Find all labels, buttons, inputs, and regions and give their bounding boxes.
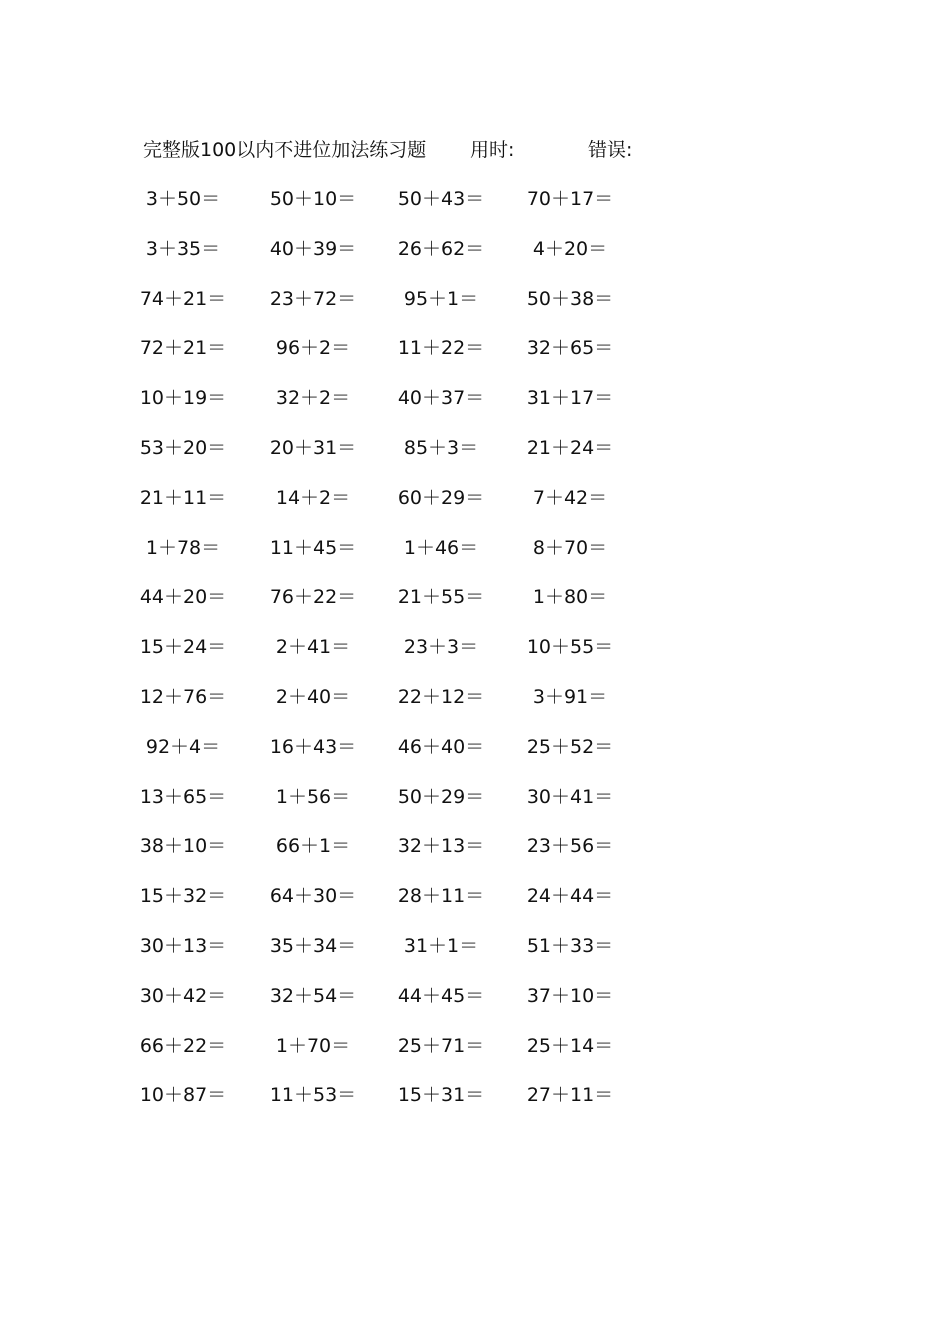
addition-problem: 1＋56＝ <box>275 785 351 808</box>
addition-problem: 22＋12＝ <box>397 685 485 708</box>
addition-problem: 53＋20＝ <box>139 436 227 459</box>
addition-problem: 14＋2＝ <box>275 486 351 509</box>
addition-problem: 2＋40＝ <box>275 685 351 708</box>
addition-problem: 37＋10＝ <box>526 984 614 1007</box>
addition-problem: 16＋43＝ <box>269 735 357 758</box>
addition-problem: 44＋45＝ <box>397 984 485 1007</box>
addition-problem: 3＋35＝ <box>145 237 221 260</box>
addition-problem: 44＋20＝ <box>139 586 227 609</box>
addition-problem: 12＋76＝ <box>139 685 227 708</box>
problem-row <box>143 235 663 285</box>
addition-problem: 11＋22＝ <box>397 337 485 360</box>
addition-problem: 70＋17＝ <box>526 188 614 210</box>
problem-row <box>139 1081 663 1131</box>
addition-problem: 25＋52＝ <box>526 735 614 758</box>
addition-problem: 15＋32＝ <box>139 885 227 908</box>
problem-row <box>143 534 663 584</box>
problem-row <box>139 832 663 882</box>
addition-problem: 11＋53＝ <box>269 1084 357 1107</box>
addition-problem: 1＋70＝ <box>275 1034 351 1057</box>
problem-row <box>139 932 663 982</box>
addition-problem: 23＋56＝ <box>526 835 614 858</box>
problem-row <box>139 982 663 1032</box>
addition-problem: 28＋11＝ <box>397 885 485 908</box>
addition-problem: 21＋55＝ <box>397 586 485 609</box>
addition-problem: 46＋40＝ <box>397 735 485 758</box>
addition-problem: 21＋24＝ <box>526 436 614 459</box>
addition-problem: 3＋91＝ <box>532 685 608 708</box>
addition-problem: 66＋1＝ <box>275 835 351 858</box>
problem-row <box>139 633 663 683</box>
addition-problem: 2＋41＝ <box>275 636 351 659</box>
addition-problem: 10＋87＝ <box>139 1084 227 1107</box>
problem-row <box>139 683 663 733</box>
problem-row <box>139 484 663 534</box>
addition-problem: 50＋38＝ <box>526 287 614 310</box>
problem-row <box>139 434 663 484</box>
addition-problem: 32＋2＝ <box>275 387 351 410</box>
addition-problem: 30＋13＝ <box>139 934 227 957</box>
addition-problem: 20＋31＝ <box>269 436 357 459</box>
worksheet-title: 完整版100以内不进位加法练习题 <box>143 139 427 161</box>
addition-problem: 31＋1＝ <box>403 934 479 957</box>
addition-problem: 95＋1＝ <box>403 287 479 310</box>
problem-row <box>139 285 663 335</box>
addition-problem: 11＋45＝ <box>269 536 357 559</box>
addition-problem: 74＋21＝ <box>139 287 227 310</box>
addition-problem: 30＋41＝ <box>526 785 614 808</box>
addition-problem: 15＋31＝ <box>397 1084 485 1107</box>
addition-problem: 40＋39＝ <box>269 237 357 260</box>
addition-problem: 76＋22＝ <box>269 586 357 609</box>
addition-problem: 23＋3＝ <box>403 636 479 659</box>
addition-problem: 50＋29＝ <box>397 785 485 808</box>
addition-problem: 15＋24＝ <box>139 636 227 659</box>
addition-problem: 1＋78＝ <box>145 536 221 559</box>
problem-row <box>139 334 663 384</box>
problem-row <box>139 783 663 833</box>
addition-problem: 23＋72＝ <box>269 287 357 310</box>
addition-problem: 40＋37＝ <box>397 387 485 410</box>
addition-problem: 25＋14＝ <box>526 1034 614 1057</box>
addition-problem: 13＋65＝ <box>139 785 227 808</box>
addition-problem: 10＋55＝ <box>526 636 614 659</box>
addition-problem: 32＋65＝ <box>526 337 614 360</box>
addition-problem: 31＋17＝ <box>526 387 614 410</box>
addition-problem: 51＋33＝ <box>526 934 614 957</box>
addition-problem: 8＋70＝ <box>532 536 608 559</box>
problem-row <box>139 1032 663 1082</box>
addition-problem: 66＋22＝ <box>139 1034 227 1057</box>
addition-problem: 35＋34＝ <box>269 934 357 957</box>
addition-problem: 21＋11＝ <box>139 486 227 509</box>
addition-problem: 60＋29＝ <box>397 486 485 509</box>
problem-row <box>143 185 663 235</box>
addition-problem: 1＋46＝ <box>403 536 479 559</box>
problem-grid <box>139 185 663 1131</box>
problem-row <box>143 733 663 783</box>
addition-problem: 24＋44＝ <box>526 885 614 908</box>
addition-problem: 85＋3＝ <box>403 436 479 459</box>
addition-problem: 25＋71＝ <box>397 1034 485 1057</box>
addition-problem: 3＋50＝ <box>145 188 221 210</box>
addition-problem: 50＋10＝ <box>269 188 357 210</box>
time-label: 用时: <box>470 139 515 161</box>
addition-problem: 1＋80＝ <box>532 586 608 609</box>
addition-problem: 26＋62＝ <box>397 237 485 260</box>
addition-problem: 10＋19＝ <box>139 387 227 410</box>
addition-problem: 4＋20＝ <box>532 237 608 260</box>
addition-problem: 38＋10＝ <box>139 835 227 858</box>
error-label: 错误: <box>588 139 633 161</box>
problem-row <box>139 882 663 932</box>
addition-problem: 32＋13＝ <box>397 835 485 858</box>
problem-row <box>139 384 663 434</box>
worksheet-header <box>143 136 703 164</box>
addition-problem: 30＋42＝ <box>139 984 227 1007</box>
problem-row <box>139 583 663 633</box>
addition-problem: 7＋42＝ <box>532 486 608 509</box>
addition-problem: 27＋11＝ <box>526 1084 614 1107</box>
addition-problem: 50＋43＝ <box>397 188 485 210</box>
addition-problem: 96＋2＝ <box>275 337 351 360</box>
addition-problem: 92＋4＝ <box>145 735 221 758</box>
addition-problem: 64＋30＝ <box>269 885 357 908</box>
addition-problem: 72＋21＝ <box>139 337 227 360</box>
addition-problem: 32＋54＝ <box>269 984 357 1007</box>
